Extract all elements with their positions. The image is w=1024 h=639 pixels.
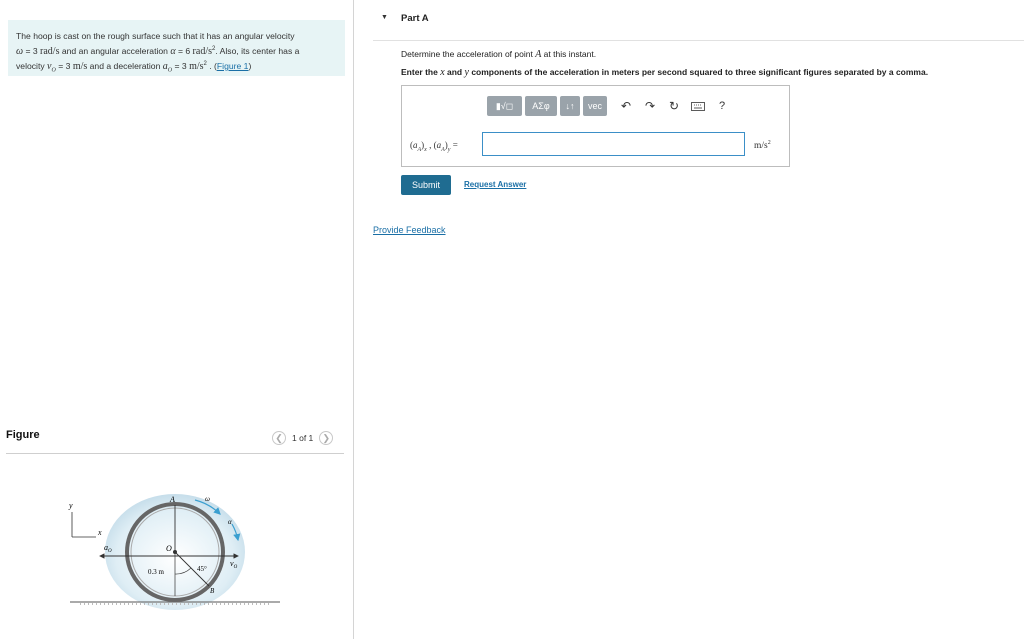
- v0-value: = 3: [55, 60, 73, 71]
- problem-text: and an angular acceleration: [59, 45, 171, 56]
- vec-button[interactable]: vec: [583, 96, 607, 116]
- redo-icon[interactable]: ↷: [644, 99, 656, 113]
- instruction-post: components of the acceleration in meters per second squared to three significant figures separated by a comma.: [468, 67, 929, 77]
- question-text-pre: Determine the acceleration of point: [401, 49, 536, 59]
- greek-button[interactable]: ΑΣφ: [525, 96, 557, 116]
- a0-unit-exponent: 2: [203, 60, 207, 67]
- radius-label: 0.3 m: [148, 568, 164, 576]
- v0-unit: m/s: [72, 60, 88, 72]
- part-a-label: Part A: [401, 13, 429, 24]
- request-answer-link[interactable]: Request Answer: [464, 180, 527, 189]
- unit-text: m/s: [754, 141, 768, 152]
- v0-subscript: O: [51, 67, 56, 74]
- templates-button[interactable]: ▮√◻: [487, 96, 522, 116]
- point-a-label: A: [170, 495, 175, 504]
- a0-symbol: a: [162, 60, 168, 72]
- alpha-value: = 6: [175, 45, 193, 56]
- problem-text: . Also, its center has a: [215, 45, 300, 56]
- problem-line-2: [16, 43, 337, 58]
- y-variable: y: [464, 67, 469, 78]
- reset-icon[interactable]: ↻: [668, 99, 680, 113]
- abs-button[interactable]: ↓↑: [560, 96, 580, 116]
- instruction-pre: Enter the: [401, 67, 441, 77]
- alpha-label: α: [228, 518, 232, 526]
- keyboard-icon[interactable]: [686, 96, 710, 116]
- a0-value: = 3: [172, 60, 190, 71]
- figure-page-indicator: 1 of 1: [292, 433, 314, 443]
- y-axis-label: y: [69, 501, 73, 510]
- chevron-right-icon[interactable]: ❯: [319, 431, 333, 445]
- math-toolbar: [487, 96, 734, 116]
- v0-label: $v_O$: [230, 559, 238, 570]
- instruction-text: [401, 67, 928, 78]
- problem-line-1: The hoop is cast on the rough surface such that it has an angular velocity: [16, 31, 295, 41]
- figure-pager: [272, 431, 333, 445]
- alpha-symbol: α: [170, 45, 176, 57]
- problem-text: . (: [206, 60, 217, 71]
- question-text-post: at this instant.: [541, 49, 597, 59]
- undo-icon[interactable]: ↶: [620, 99, 632, 113]
- instruction-mid: and: [444, 67, 465, 77]
- provide-feedback-link[interactable]: Provide Feedback: [373, 225, 446, 235]
- v0-symbol: v: [47, 60, 52, 72]
- omega-symbol: ω: [16, 45, 24, 57]
- submit-button[interactable]: Submit: [401, 175, 451, 195]
- triangle-down-icon[interactable]: ▼: [381, 14, 388, 21]
- omega-label: ω: [205, 495, 210, 503]
- help-icon[interactable]: ?: [718, 100, 726, 112]
- a0-unit: m/s: [189, 60, 204, 72]
- figure-link[interactable]: Figure 1: [216, 60, 249, 71]
- omega-unit: rad/s: [40, 45, 60, 57]
- question-text: [401, 49, 596, 60]
- alpha-unit: rad/s: [192, 45, 212, 57]
- unit-exponent: 2: [767, 140, 771, 146]
- point-o-label: O: [166, 544, 172, 553]
- point-a-variable: A: [535, 49, 542, 60]
- a0-label: $a_O$: [104, 543, 112, 554]
- answer-input[interactable]: [482, 132, 745, 156]
- panel-divider: [353, 0, 354, 639]
- problem-statement: [8, 20, 345, 76]
- chevron-left-icon[interactable]: ❮: [272, 431, 286, 445]
- figure-title: Figure: [6, 429, 40, 441]
- x-variable: x: [440, 67, 445, 78]
- omega-value: = 3: [23, 45, 41, 56]
- problem-text: ): [248, 60, 252, 71]
- angle-label: 45°: [197, 565, 207, 573]
- problem-text: and a deceleration: [87, 60, 163, 71]
- problem-line-3: [16, 58, 337, 77]
- a0-subscript: O: [167, 67, 173, 74]
- figure-divider: [6, 453, 344, 454]
- answer-box: [401, 85, 790, 167]
- alpha-unit-exponent: 2: [212, 45, 216, 52]
- hoop-figure: [60, 492, 290, 617]
- x-axis-label: x: [98, 528, 102, 537]
- point-b-label: B: [210, 587, 215, 595]
- problem-text: velocity: [16, 60, 48, 71]
- answer-unit: [754, 140, 771, 151]
- part-a-header[interactable]: [373, 0, 1024, 41]
- answer-label: $(a_A)_x$ , $(a_A)_y$ =: [410, 140, 458, 153]
